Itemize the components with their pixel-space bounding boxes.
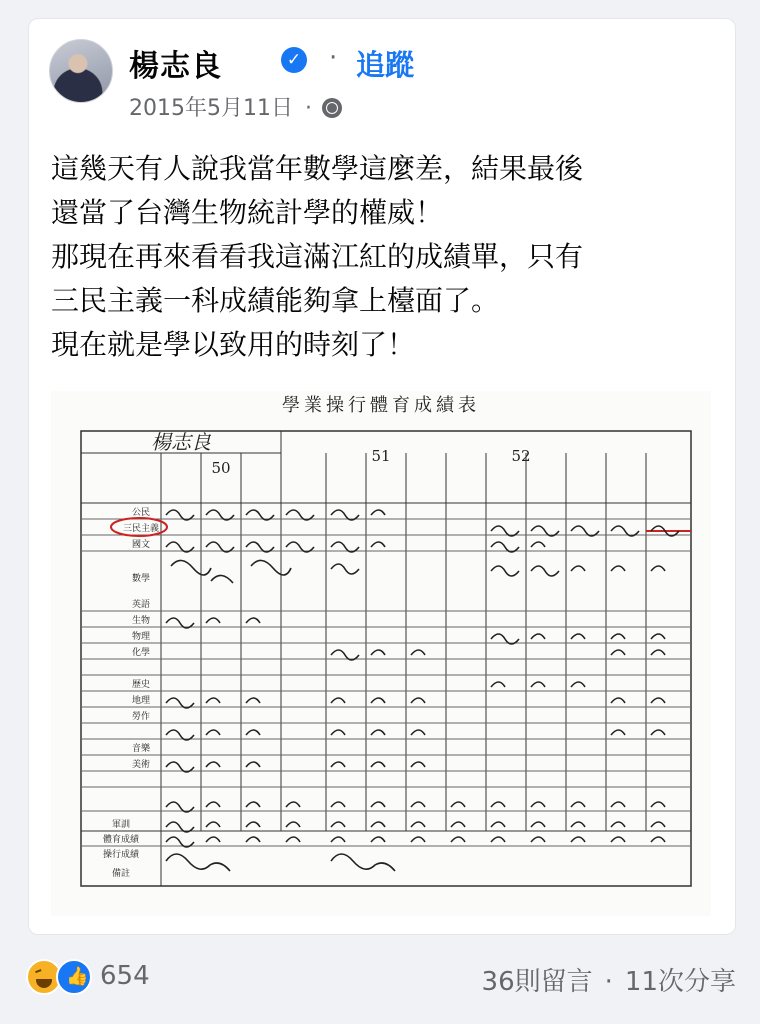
row-label: 公民 <box>131 508 151 518</box>
meta-separator: · <box>304 96 312 121</box>
row-label: 美術 <box>131 760 151 770</box>
post-header <box>49 39 709 119</box>
header-separator: · <box>329 43 338 73</box>
post-text-line: 還當了台灣生物統計學的權威！ <box>51 196 444 229</box>
report-card-photo[interactable] <box>51 391 711 916</box>
row-label: 三民主義 <box>122 524 160 534</box>
comments-count[interactable]: 36則留言 <box>481 967 593 997</box>
row-label: 操行成績 <box>102 850 140 860</box>
post-text-line: 這幾天有人說我當年數學這麼差，結果最後 <box>51 152 584 185</box>
post-date[interactable]: 2015年5月11日 <box>129 96 293 121</box>
row-label: 勞作 <box>131 712 151 722</box>
like-reaction-icon[interactable]: 👍 <box>56 959 92 995</box>
verified-badge-icon: ✓ <box>281 47 307 73</box>
row-label: 國文 <box>131 540 151 550</box>
row-label: 軍訓 <box>111 820 131 830</box>
post-text-line: 那現在再來看看我這滿江紅的成績單，只有 <box>51 240 584 273</box>
student-name: 楊志良 <box>151 430 211 454</box>
author-name[interactable]: 楊志良 <box>129 49 222 84</box>
reaction-count[interactable]: 654 <box>100 961 150 991</box>
row-label: 物理 <box>131 632 151 642</box>
post-text <box>51 147 721 367</box>
row-label: 備註 <box>111 869 131 879</box>
row-label: 化學 <box>131 648 151 658</box>
post-meta <box>129 91 342 122</box>
post-text-line: 現在就是學以致用的時刻了！ <box>51 328 416 361</box>
report-card-title: 學業操行體育成績表 <box>282 395 480 416</box>
post-text-line: 三民主義一科成績能夠拿上檯面了。 <box>51 284 500 317</box>
row-label: 地理 <box>131 696 151 706</box>
post-card <box>28 18 736 935</box>
year-52: 52 <box>511 447 531 465</box>
year-51: 51 <box>371 447 391 465</box>
row-label: 英語 <box>131 600 151 610</box>
stats-separator: · <box>604 967 613 997</box>
report-card-image <box>51 391 711 916</box>
year-50: 50 <box>211 459 231 477</box>
row-label: 音樂 <box>131 744 151 754</box>
post-stats <box>482 961 736 998</box>
post-footer <box>0 945 760 1015</box>
follow-button[interactable]: 追蹤 <box>356 48 415 82</box>
row-label: 數學 <box>131 574 151 584</box>
row-label: 生物 <box>131 616 151 626</box>
globe-icon[interactable] <box>322 98 342 118</box>
row-label: 歷史 <box>131 680 151 690</box>
shares-count[interactable]: 11次分享 <box>624 967 736 997</box>
row-label: 體育成績 <box>102 835 140 845</box>
author-avatar[interactable] <box>49 39 113 103</box>
